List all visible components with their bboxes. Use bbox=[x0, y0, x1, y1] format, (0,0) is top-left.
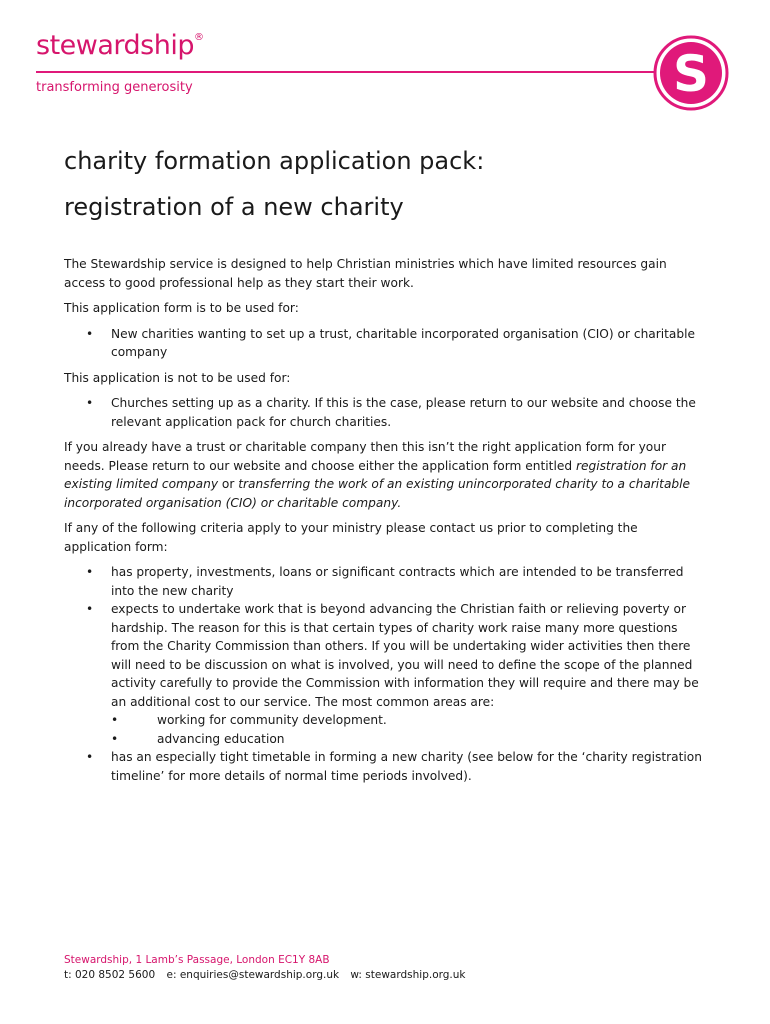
title-line-1: charity formation application pack: bbox=[64, 147, 485, 175]
title-line-2: registration of a new charity bbox=[64, 193, 404, 221]
used-for-list bbox=[64, 325, 704, 362]
common-areas-list bbox=[111, 711, 704, 748]
brand-name: stewardship bbox=[36, 30, 194, 61]
list-item: • Churches setting up as a charity. If this is the case, please return to our website and choose the relevant application pack for church charities. bbox=[64, 394, 704, 431]
list-item: • New charities wanting to set up a trust, charitable incorporated organisation (CIO) or charitable company bbox=[64, 325, 704, 362]
footer-address: Stewardship, 1 Lamb’s Passage, London EC1Y 8AB bbox=[64, 954, 330, 966]
not-used-for-heading: This application is not to be used for: bbox=[64, 370, 291, 385]
existing-or: or bbox=[218, 477, 239, 491]
list-item-text: expects to undertake work that is beyond advancing the Christian faith or relieving poverty or hardship. The reason for this is that certain types of charity work raise many more questions from the Charity Commission than others. If you will be undertaking wider activities then there will need to be discussion on what is involved, you will need to define the scope of the planned activity carefully to provide the Commission with information they will require and there may be an additional cost to our service. The most common areas are: bbox=[111, 602, 699, 709]
criteria-heading: If any of the following criteria apply to your ministry please contact us prior to completing the application form: bbox=[64, 521, 638, 554]
brand-tagline: transforming generosity bbox=[36, 80, 193, 95]
brand-wordmark bbox=[36, 30, 203, 61]
intro-paragraph: The Stewardship service is designed to help Christian ministries which have limited resources gain access to good professional help as they start their work. bbox=[64, 257, 667, 290]
sub-list-item: • advancing education bbox=[64, 730, 704, 749]
existing-form-name-2: transferring the work of an existing unincorporated charity to a charitable incorporated organisation (CIO) or charitable company. bbox=[64, 477, 691, 510]
logo-letter: S bbox=[672, 45, 710, 103]
list-item: • has an especially tight timetable in forming a new charity (see below for the ‘charity registration timeline’ for more details of normal time periods involved). bbox=[64, 748, 704, 785]
existing-form-name-1: registration for an existing limited company bbox=[64, 458, 687, 491]
list-item: • has property, investments, loans or significant contracts which are intended to be transferred into the new charity bbox=[64, 563, 704, 600]
existing-charity-paragraph bbox=[64, 438, 704, 512]
page-footer bbox=[64, 953, 474, 983]
registered-mark: ® bbox=[193, 32, 204, 43]
footer-contact bbox=[64, 968, 474, 983]
existing-text: If you already have a trust or charitable company then this isn’t the right application form for your needs. Please return to our website and choose either the application form entitled bbox=[64, 440, 666, 473]
footer-email: e: enquiries@stewardship.org.uk bbox=[166, 969, 340, 981]
criteria-list bbox=[64, 563, 704, 785]
page-title bbox=[64, 138, 704, 230]
footer-phone: t: 020 8502 5600 bbox=[64, 969, 156, 981]
not-used-for-list bbox=[64, 394, 704, 431]
footer-web: w: stewardship.org.uk bbox=[350, 969, 466, 981]
used-for-heading: This application form is to be used for: bbox=[64, 301, 299, 315]
sub-list-item: • working for community development. bbox=[64, 711, 704, 730]
body-content bbox=[64, 255, 704, 792]
list-item bbox=[64, 600, 704, 748]
stewardship-logo-icon bbox=[651, 33, 731, 113]
header-rule bbox=[36, 71, 670, 73]
